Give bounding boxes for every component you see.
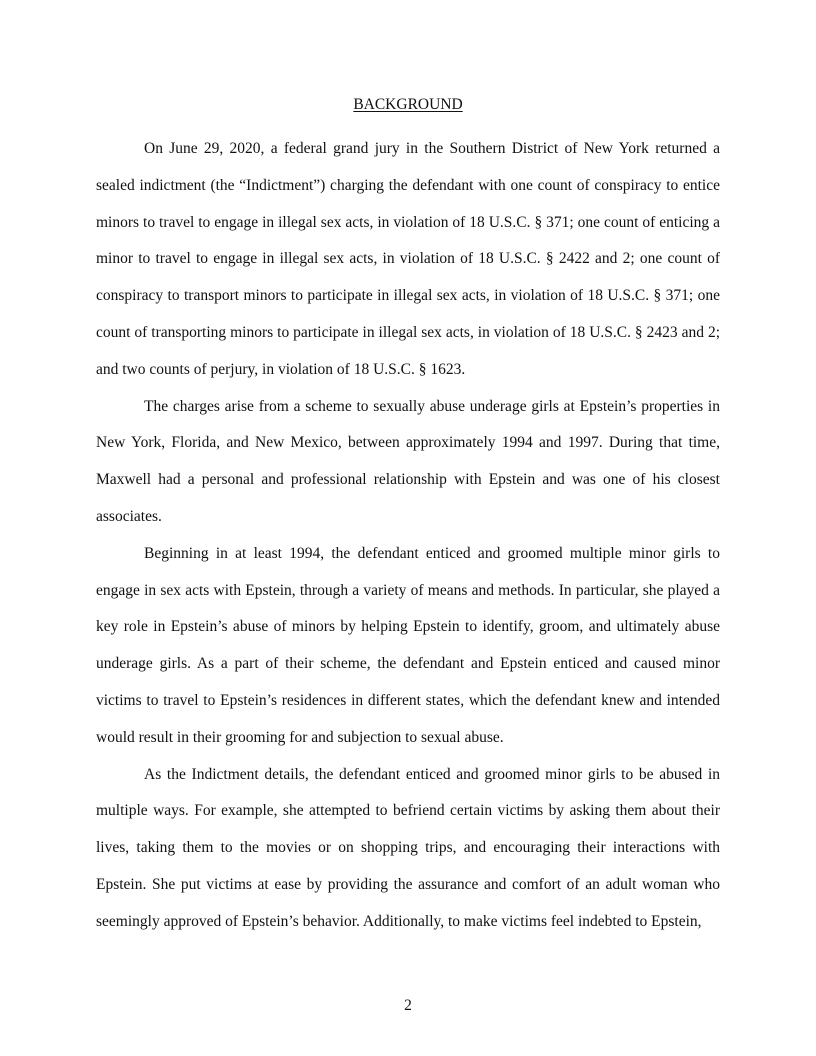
paragraph-charges: The charges arise from a scheme to sexually abuse underage girls at Epstein’s properties in New York, Florida, and New Mexico, between approximately 1994 and 1997. During that time, Maxwell had a personal and professional relationship with Epstein and was one of his closest associates. [96, 397, 720, 525]
paragraph-grooming: As the Indictment details, the defendant enticed and groomed minor girls to be abused in multiple ways. For example, she attempted to befriend certain victims by asking them about their lives, taking them to the movies or on shopping trips, and encouraging their interactions with Epstein. She put victims at ease by providing the assurance and comfort of an adult woman who seemingly approved of Epstein’s behavior. Additionally, to make victims feel indebted to Epstein, [96, 765, 720, 930]
section-heading: BACKGROUND [353, 96, 463, 113]
body-text [96, 131, 720, 941]
page-number: 2 [404, 997, 412, 1014]
paragraph-scheme: Beginning in at least 1994, the defendant enticed and groomed multiple minor girls to engage in sex acts with Epstein, through a variety of means and methods. In particular, she played a key role in Epstein’s abuse of minors by helping Epstein to identify, groom, and ultimately abuse underage girls. As a part of their scheme, the defendant and Epstein enticed and caused minor victims to travel to Epstein’s residences in different states, which the defendant knew and intended would result in their grooming for and subjection to sexual abuse. [96, 544, 720, 746]
paragraph-indictment: On June 29, 2020, a federal grand jury in the Southern District of New York returned a sealed indictment (the “Indictment”) charging the defendant with one count of conspiracy to entice minors to travel to engage in illegal sex acts, in violation of 18 U.S.C. § 371; one count of enticing a minor to travel to engage in illegal sex acts, in violation of 18 U.S.C. § 2422 and 2; one count of conspiracy to transport minors to participate in illegal sex acts, in violation of 18 U.S.C. § 371; one count of transporting minors to participate in illegal sex acts, in violation of 18 U.S.C. § 2423 and 2; and two counts of perjury, in violation of 18 U.S.C. § 1623. [96, 140, 720, 378]
